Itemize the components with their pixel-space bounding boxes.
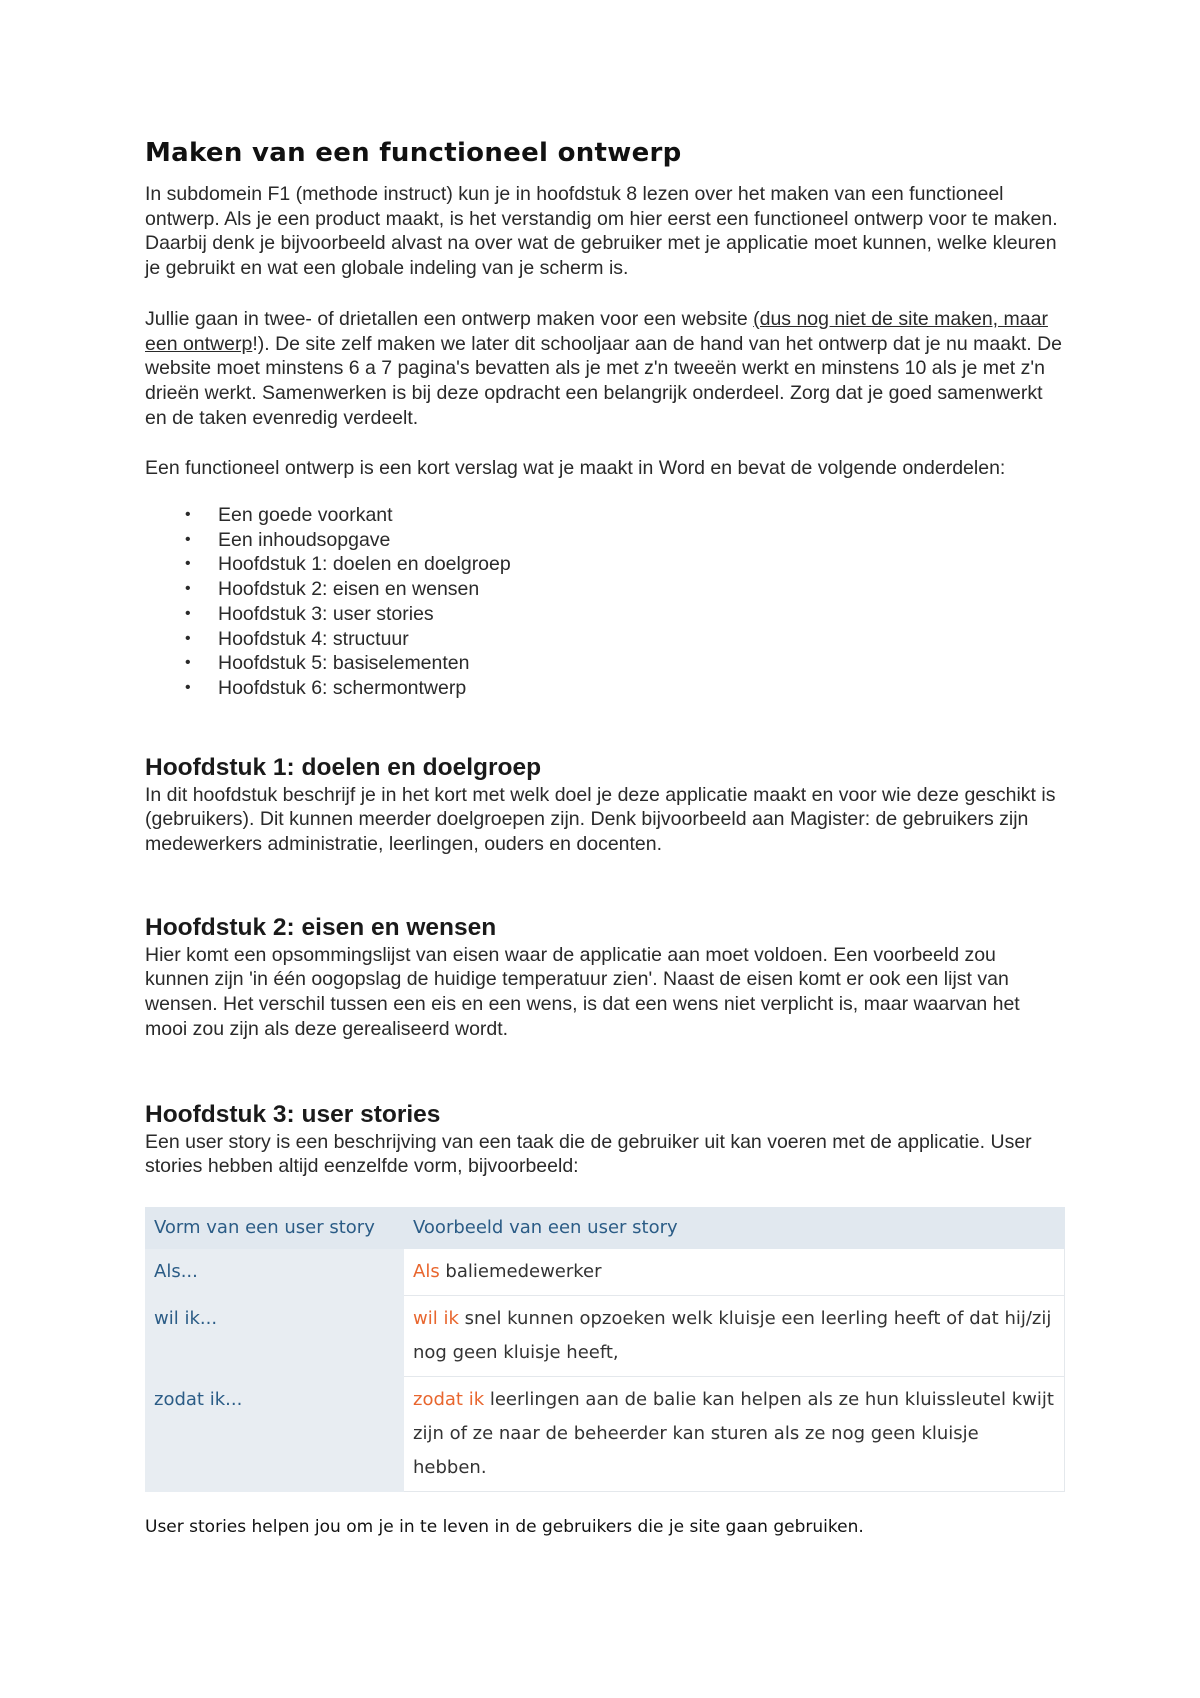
list-item: • Hoofdstuk 4: structuur [185,627,409,650]
intro-p2-underlined: (dus nog niet de site maken, maar een ontwerp [145,307,1048,355]
section-text: Een user story is een beschrijving van een taak die de gebruiker uit kan voeren met de applicatie. User stories hebben altijd eenzelfde vorm, bijvoorbeeld: [145,1130,1032,1178]
section-text: Hier komt een opsommingslijst van eisen waar de applicatie aan moet voldoen. Een voorbeeld zou kunnen zijn 'in één oogopslag de huidige temperatuur zien'. Naast de eisen komt er ook een lijst van wensen. Het verschil tussen een eis en een wens, is dat een wens niet verplicht is, maar waarvan het mooi zou zijn als deze gerealiseerd wordt. [145,943,1020,1040]
bullet-icon: • [185,506,191,524]
section-chapter-1 [145,753,1065,857]
intro-paragraph-3: Een functioneel ontwerp is een kort verslag wat je maakt in Word en bevat de volgende onderdelen: [145,457,1006,480]
table-cell-example: Als baliemedewerker [404,1249,1065,1296]
bullet-icon: • [185,530,191,548]
list-item: • Een inhoudsopgave [185,528,391,551]
list-item: • Hoofdstuk 3: user stories [185,602,434,625]
list-item: • Hoofdstuk 6: schermontwerp [185,676,467,699]
user-story-table [145,1207,1065,1492]
bullet-icon: • [185,555,191,573]
table-cell-form: zodat ik... [145,1376,404,1491]
bullet-icon: • [185,678,191,696]
intro-paragraph-2 [145,307,1065,431]
table-header-row [145,1207,1065,1249]
intro-paragraph-1: In subdomein F1 (methode instruct) kun je in hoofdstuk 8 lezen over het maken van een functioneel ontwerp. Als je een product maakt, is het verstandig om hier eerst een functioneel ontwerp voor te maken. Daarbij denk je bijvoorbeeld alvast na over wat de gebruiker met je applicatie moet kunnen, welke kleuren je gebruikt en wat een globale indeling van je scherm is. [145,183,1058,280]
section-heading: Hoofdstuk 2: eisen en wensen [145,913,497,941]
section-text: In dit hoofdstuk beschrijf je in het kort met welk doel je deze applicatie maakt en voor wie deze geschikt is (gebruikers). Dit kunnen meerder doelgroepen zijn. Denk bijvoorbeeld aan Magister: de gebruikers zijn medewerkers administratie, leerlingen, ouders en docenten. [145,783,1056,856]
footer-text: User stories helpen jou om je in te leven in de gebruikers die je site gaan gebruiken. [145,1516,864,1537]
section-chapter-3 [145,1100,1065,1179]
table-cell-form: Als... [145,1249,404,1296]
bullet-icon: • [185,654,191,672]
table-row [145,1295,1065,1376]
document-page [145,138,1065,1540]
section-heading: Hoofdstuk 1: doelen en doelgroep [145,753,542,781]
table-row [145,1376,1065,1491]
bullet-icon: • [185,629,191,647]
list-item: • Hoofdstuk 5: basiselementen [185,652,470,675]
list-item: • Hoofdstuk 1: doelen en doelgroep [185,553,511,576]
page-title: Maken van een functioneel ontwerp [145,138,682,168]
table-header-example: Voorbeeld van een user story [404,1207,1065,1249]
table-header-form: Vorm van een user story [145,1207,404,1249]
section-heading: Hoofdstuk 3: user stories [145,1100,441,1128]
table-cell-form: wil ik... [145,1295,404,1376]
table-cell-example: zodat ik leerlingen aan de balie kan helpen als ze hun kluissleutel kwijt zijn of ze naar de beheerder kan sturen als ze nog geen kluisje hebben. [404,1376,1065,1491]
section-chapter-2 [145,913,1065,1042]
bullet-icon: • [185,580,191,598]
table-cell-example: wil ik snel kunnen opzoeken welk kluisje een leerling heeft of dat hij/zij nog geen kluisje heeft, [404,1295,1065,1376]
highlight-text: Als [413,1260,440,1282]
intro-p2-text-before: Jullie gaan in twee- of drietallen een ontwerp maken voor een website [145,307,754,330]
highlight-text: zodat ik [413,1388,485,1410]
list-item: • Een goede voorkant [185,504,393,527]
bullet-icon: • [185,604,191,622]
list-item: • Hoofdstuk 2: eisen en wensen [185,578,480,601]
highlight-text: wil ik [413,1307,459,1329]
table-row [145,1249,1065,1296]
contents-list [145,503,1065,701]
intro-p2-text-after: !). De site zelf maken we later dit schooljaar aan de hand van het ontwerp dat je nu maakt. De website moet minstens 6 a 7 pagina's bevatten als je met z'n tweeën werkt en minstens 10 als je met z'n drieën werkt. Samenwerken is bij deze opdracht een belangrijk onderdeel. Zorg dat je goed samenwerkt en de taken evenredig verdeelt. [145,332,1063,429]
